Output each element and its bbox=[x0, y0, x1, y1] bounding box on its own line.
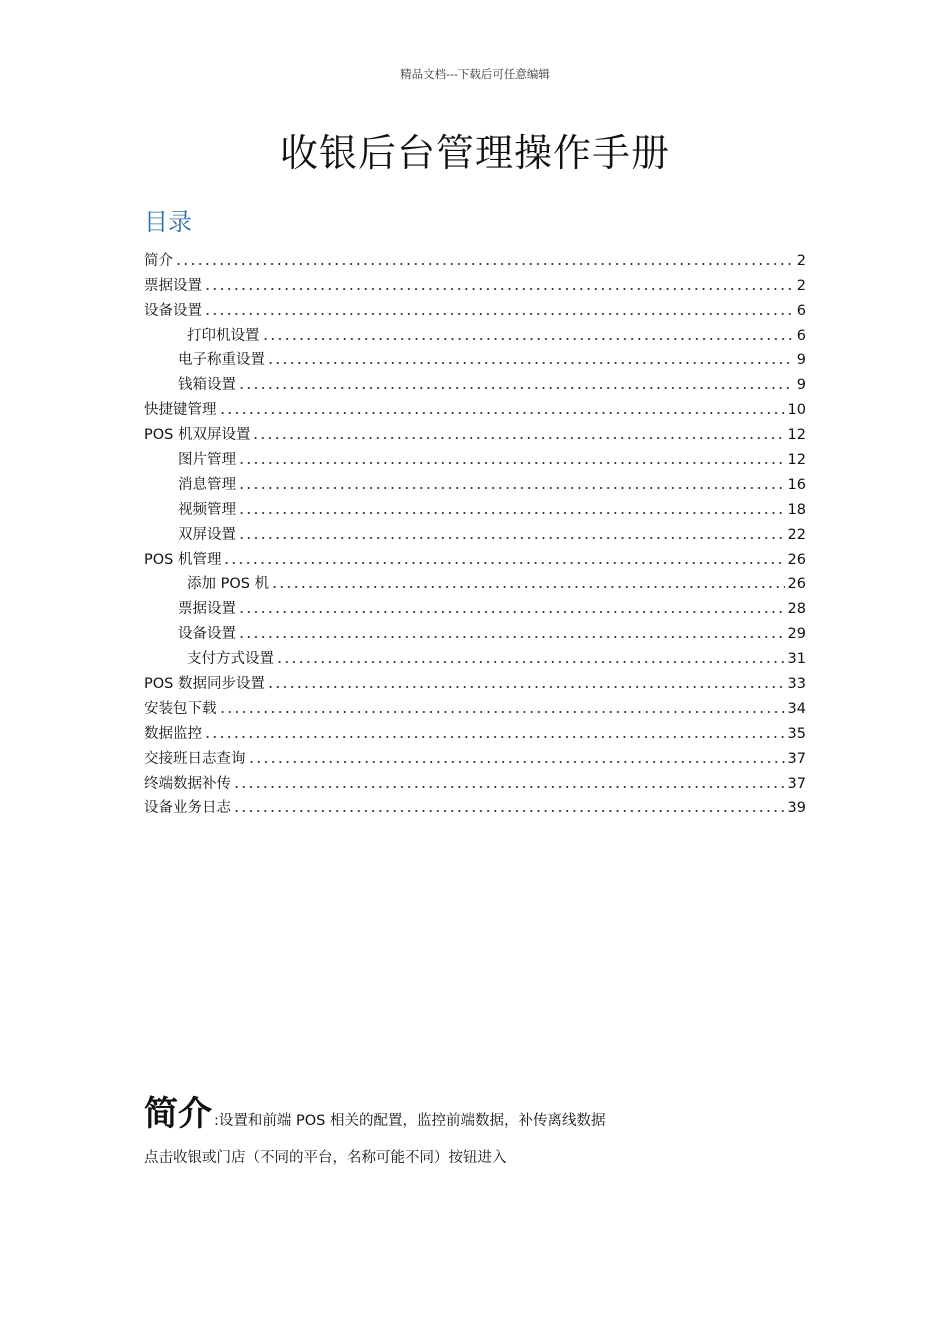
toc-entry[interactable] bbox=[144, 445, 806, 470]
toc-dot-leader bbox=[262, 337, 794, 341]
toc-entry[interactable] bbox=[144, 794, 806, 819]
toc-entry[interactable] bbox=[144, 520, 806, 545]
toc-dot-leader bbox=[248, 760, 785, 764]
toc-dot-leader bbox=[267, 685, 785, 689]
toc-dot-leader bbox=[175, 262, 794, 266]
toc-entry[interactable] bbox=[144, 271, 806, 296]
toc-dot-leader bbox=[238, 486, 785, 490]
toc-entry-page-number: 22 bbox=[787, 526, 806, 543]
toc-entry-page-number: 12 bbox=[787, 452, 806, 469]
toc-dot-leader bbox=[223, 561, 784, 565]
toc-entry-label: 视频管理 bbox=[178, 501, 236, 518]
intro-heading: 简介 bbox=[144, 1094, 212, 1134]
toc-entry-page-number: 10 bbox=[787, 402, 806, 419]
toc-entry-label: 设备设置 bbox=[144, 302, 202, 319]
toc-entry-page-number: 12 bbox=[787, 427, 806, 444]
toc-entry[interactable] bbox=[144, 246, 806, 271]
toc-entry[interactable] bbox=[144, 644, 806, 669]
toc-dot-leader bbox=[238, 511, 785, 515]
toc-dot-leader bbox=[238, 610, 785, 614]
toc-entry-page-number: 2 bbox=[796, 277, 806, 294]
toc-entry[interactable] bbox=[144, 669, 806, 694]
toc-entry-page-number: 35 bbox=[787, 725, 806, 742]
toc-dot-leader bbox=[238, 635, 785, 639]
toc-entry-page-number: 9 bbox=[796, 377, 806, 394]
toc-entry-page-number: 9 bbox=[796, 352, 806, 369]
toc-entry-label: POS 机管理 bbox=[144, 551, 222, 568]
toc-entry-label: POS 数据同步设置 bbox=[144, 676, 265, 693]
toc-entry[interactable] bbox=[144, 545, 806, 570]
toc-entry-page-number: 18 bbox=[787, 501, 806, 518]
toc-entry-page-number: 6 bbox=[796, 302, 806, 319]
toc-entry-label: 快捷键管理 bbox=[144, 402, 217, 419]
toc-entry-page-number: 26 bbox=[787, 551, 806, 568]
toc-dot-leader bbox=[276, 660, 785, 664]
toc-entry-label: 设备业务日志 bbox=[144, 800, 231, 817]
toc-dot-leader bbox=[233, 785, 785, 789]
toc-entry[interactable] bbox=[144, 296, 806, 321]
header-note: 精品文档---下载后可任意编辑 bbox=[400, 67, 550, 81]
toc-entry-page-number: 26 bbox=[787, 576, 806, 593]
toc-entry-page-number: 28 bbox=[787, 601, 806, 618]
toc-entry-page-number: 2 bbox=[796, 252, 806, 269]
toc-dot-leader bbox=[219, 710, 785, 714]
toc-entry-page-number: 34 bbox=[787, 700, 806, 717]
toc-entry-label: 电子称重设置 bbox=[178, 352, 265, 369]
toc-dot-leader bbox=[204, 287, 794, 291]
toc-entry-label: 消息管理 bbox=[178, 476, 236, 493]
toc-entry[interactable] bbox=[144, 370, 806, 395]
toc-entry-label: 图片管理 bbox=[178, 452, 236, 469]
toc-dot-leader bbox=[238, 386, 794, 390]
toc-entry-label: 交接班日志查询 bbox=[144, 750, 246, 767]
table-of-contents bbox=[144, 246, 806, 818]
toc-entry-page-number: 33 bbox=[787, 676, 806, 693]
toc-entry-label: 简介 bbox=[144, 252, 173, 269]
toc-entry-label: 打印机设置 bbox=[187, 327, 260, 344]
toc-entry-page-number: 31 bbox=[787, 651, 806, 668]
toc-entry[interactable] bbox=[144, 769, 806, 794]
toc-entry-page-number: 6 bbox=[796, 327, 806, 344]
toc-dot-leader bbox=[238, 536, 785, 540]
intro-text-line1: :设置和前端 POS 相关的配置，监控前端数据，补传离线数据 bbox=[214, 1113, 606, 1129]
toc-entry-label: 终端数据补传 bbox=[144, 775, 231, 792]
toc-entry-label: 安装包下载 bbox=[144, 700, 217, 717]
toc-entry-page-number: 16 bbox=[787, 476, 806, 493]
toc-entry[interactable] bbox=[144, 744, 806, 769]
toc-dot-leader bbox=[204, 312, 794, 316]
toc-entry-label: 添加 POS 机 bbox=[187, 576, 270, 593]
toc-entry[interactable] bbox=[144, 420, 806, 445]
toc-entry-label: 票据设置 bbox=[178, 601, 236, 618]
toc-entry-label: 双屏设置 bbox=[178, 526, 236, 543]
toc-entry-label: 支付方式设置 bbox=[187, 651, 274, 668]
intro-text-line2: 点击收银或门店（不同的平台，名称可能不同）按钮进入 bbox=[144, 1150, 507, 1166]
toc-dot-leader bbox=[204, 735, 785, 739]
toc-dot-leader bbox=[238, 461, 785, 465]
toc-dot-leader bbox=[219, 411, 785, 415]
toc-entry-label: 票据设置 bbox=[144, 277, 202, 294]
toc-entry-page-number: 39 bbox=[787, 800, 806, 817]
toc-entry[interactable] bbox=[144, 321, 806, 346]
intro-section bbox=[144, 1094, 844, 1167]
document-title: 收银后台管理操作手册 bbox=[279, 131, 670, 175]
toc-dot-leader bbox=[252, 436, 784, 440]
toc-entry[interactable] bbox=[144, 694, 806, 719]
toc-entry[interactable] bbox=[144, 594, 806, 619]
toc-entry-page-number: 37 bbox=[787, 750, 806, 767]
toc-entry-page-number: 29 bbox=[787, 626, 806, 643]
toc-entry[interactable] bbox=[144, 395, 806, 420]
toc-entry-label: POS 机双屏设置 bbox=[144, 427, 251, 444]
toc-entry-label: 钱箱设置 bbox=[178, 377, 236, 394]
toc-entry[interactable] bbox=[144, 570, 806, 595]
toc-entry-label: 设备设置 bbox=[178, 626, 236, 643]
toc-entry[interactable] bbox=[144, 495, 806, 520]
toc-dot-leader bbox=[267, 361, 794, 365]
toc-dot-leader bbox=[271, 585, 784, 589]
toc-heading: 目录 bbox=[144, 208, 192, 236]
toc-dot-leader bbox=[233, 809, 785, 813]
toc-entry[interactable] bbox=[144, 346, 806, 371]
toc-entry[interactable] bbox=[144, 470, 806, 495]
toc-entry[interactable] bbox=[144, 719, 806, 744]
toc-entry-label: 数据监控 bbox=[144, 725, 202, 742]
toc-entry[interactable] bbox=[144, 619, 806, 644]
toc-entry-page-number: 37 bbox=[787, 775, 806, 792]
